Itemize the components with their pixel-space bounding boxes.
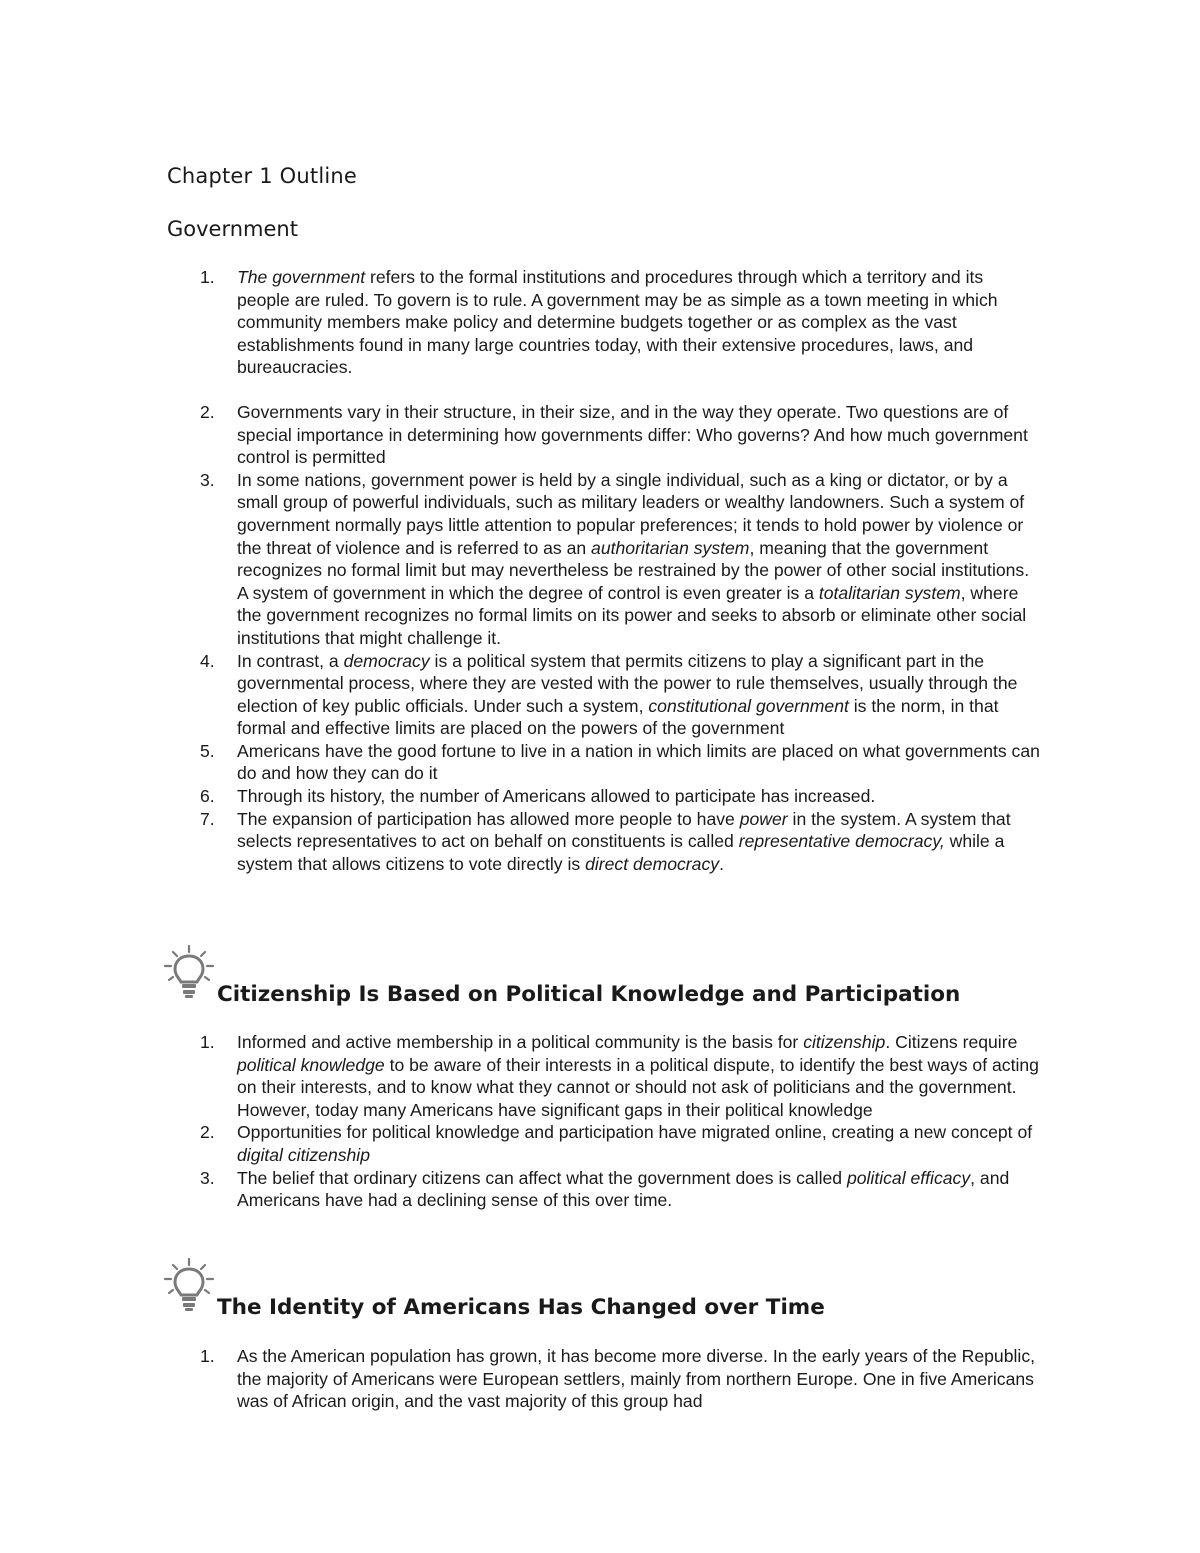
list-item-number: 3. bbox=[200, 1167, 215, 1188]
list-item bbox=[200, 808, 1040, 876]
list-item bbox=[200, 1345, 1040, 1413]
list-item-text: Through its history, the number of Americans allowed to participate has increased. bbox=[237, 786, 876, 807]
list-item-text: , meaning that the government recognizes no formal limit but may nevertheless be restrained by the power of other social institutions. A system of government in which the degree of control is even greater is a bbox=[237, 537, 1030, 603]
list-item-text: Opportunities for political knowledge and participation have migrated online, creating a new concept of bbox=[237, 1122, 1033, 1143]
list-item-text: . bbox=[719, 853, 724, 874]
section-heading-citizenship: Citizenship Is Based on Political Knowledge and Participation bbox=[217, 982, 961, 1007]
list-item bbox=[200, 1031, 1040, 1121]
list-item-text: while a system that allows citizens to vote directly is bbox=[237, 831, 1005, 874]
page-title: Chapter 1 Outline bbox=[167, 164, 358, 188]
list-item-text: Americans have the good fortune to live in a nation in which limits are placed on what governments can do and how they can do it bbox=[237, 740, 1040, 784]
list-item bbox=[200, 401, 1040, 469]
list-item-term: digital citizenship bbox=[237, 1144, 371, 1165]
list-item-text: refers to the formal institutions and procedures through which a territory and its people are ruled. To govern is to rule. A government may be as simple as a town meeting in which community members make policy and determine budgets together or as complex as the vast establishments found in many large countries today, with their extensive procedures, laws, and bureaucracies. bbox=[237, 267, 998, 378]
list-item bbox=[200, 785, 1040, 808]
list-item-term: power bbox=[739, 808, 788, 829]
list-item-term: The government bbox=[237, 267, 366, 287]
list-item-text: , where the government recognizes no formal limits on its power and seeks to absorb or eliminate other social institutions that might challenge it. bbox=[237, 582, 1027, 648]
list-item-term: authoritarian system bbox=[591, 537, 750, 558]
section-heading-government: Government bbox=[167, 217, 298, 241]
list-item-number: 2. bbox=[200, 401, 215, 422]
list-item-term: democracy bbox=[343, 650, 430, 671]
list-item-term: direct democracy bbox=[585, 853, 720, 874]
list-item-text: is a political system that permits citizens to play a significant part in the governmental process, where they are vested with the power to rule themselves, usually through the election of key public officials. Under such a system, bbox=[237, 650, 1018, 716]
list-item-text: is the norm, in that formal and effective limits are placed on the powers of the government bbox=[237, 695, 999, 739]
list-item bbox=[200, 1121, 1040, 1166]
list-item-number: 4. bbox=[200, 650, 215, 671]
list-item-text: In contrast, a bbox=[237, 650, 344, 671]
lightbulb-icon bbox=[160, 1257, 218, 1315]
list-item-text: in the system. A system that selects representatives to act on behalf on constituents is called bbox=[237, 808, 1011, 852]
list-item-text: , and Americans have had a declining sense of this over time. bbox=[237, 1167, 1010, 1211]
list-item bbox=[200, 740, 1040, 785]
list-item-term: citizenship bbox=[803, 1032, 886, 1052]
list-item-text: Informed and active membership in a political community is the basis for bbox=[237, 1032, 804, 1052]
list-item-number: 1. bbox=[200, 267, 215, 287]
citizenship-list bbox=[200, 1031, 1040, 1212]
list-item-term: political efficacy bbox=[846, 1167, 971, 1188]
list-item-text: to be aware of their interests in a political dispute, to identify the best ways of acting on their interests, and to know what they cannot or should not ask of politicians and the government. However, today many Americans have significant gaps in their political knowledge bbox=[237, 1054, 1039, 1120]
list-item-number: 3. bbox=[200, 469, 215, 490]
list-item-number: 7. bbox=[200, 808, 215, 829]
list-item-text: The expansion of participation has allowed more people to have bbox=[237, 808, 740, 829]
list-item bbox=[200, 266, 1040, 379]
government-list bbox=[200, 266, 1040, 875]
list-item-text: The belief that ordinary citizens can affect what the government does is called bbox=[237, 1167, 847, 1188]
list-item bbox=[200, 1167, 1040, 1212]
lightbulb-icon bbox=[160, 944, 218, 1002]
section-heading-identity: The Identity of Americans Has Changed over Time bbox=[217, 1295, 825, 1320]
list-item-number: 1. bbox=[200, 1032, 215, 1052]
list-item-text: In some nations, government power is held by a single individual, such as a king or dictator, or by a small group of powerful individuals, such as military leaders or wealthy landowners. Such a system of government normally pays little attention to popular preferences; it tends to hold power by violence or the threat of violence and is referred to as an bbox=[237, 469, 1025, 558]
list-item-term: representative democracy, bbox=[738, 831, 945, 852]
list-item-term: constitutional government bbox=[648, 695, 849, 716]
list-item-term: political knowledge bbox=[237, 1054, 385, 1075]
list-item-text: . Citizens require bbox=[885, 1032, 1018, 1052]
list-item-number: 2. bbox=[200, 1122, 215, 1143]
list-item-text: Governments vary in their structure, in their size, and in the way they operate. Two questions are of special importance in determining how governments differ: Who governs? And how much government control is permitted bbox=[237, 401, 1028, 468]
list-item-number: 1. bbox=[200, 1346, 215, 1366]
list-item bbox=[200, 650, 1040, 740]
list-item-term: totalitarian system bbox=[818, 582, 961, 603]
list-item-number: 6. bbox=[200, 786, 215, 807]
list-item-text: As the American population has grown, it has become more diverse. In the early years of the Republic, the majority of Americans were European settlers, mainly from northern Europe. One in five Americans was of African origin, and the vast majority of this group had bbox=[237, 1346, 1036, 1412]
list-item bbox=[200, 469, 1040, 650]
list-item-number: 5. bbox=[200, 740, 215, 761]
identity-list bbox=[200, 1345, 1040, 1413]
